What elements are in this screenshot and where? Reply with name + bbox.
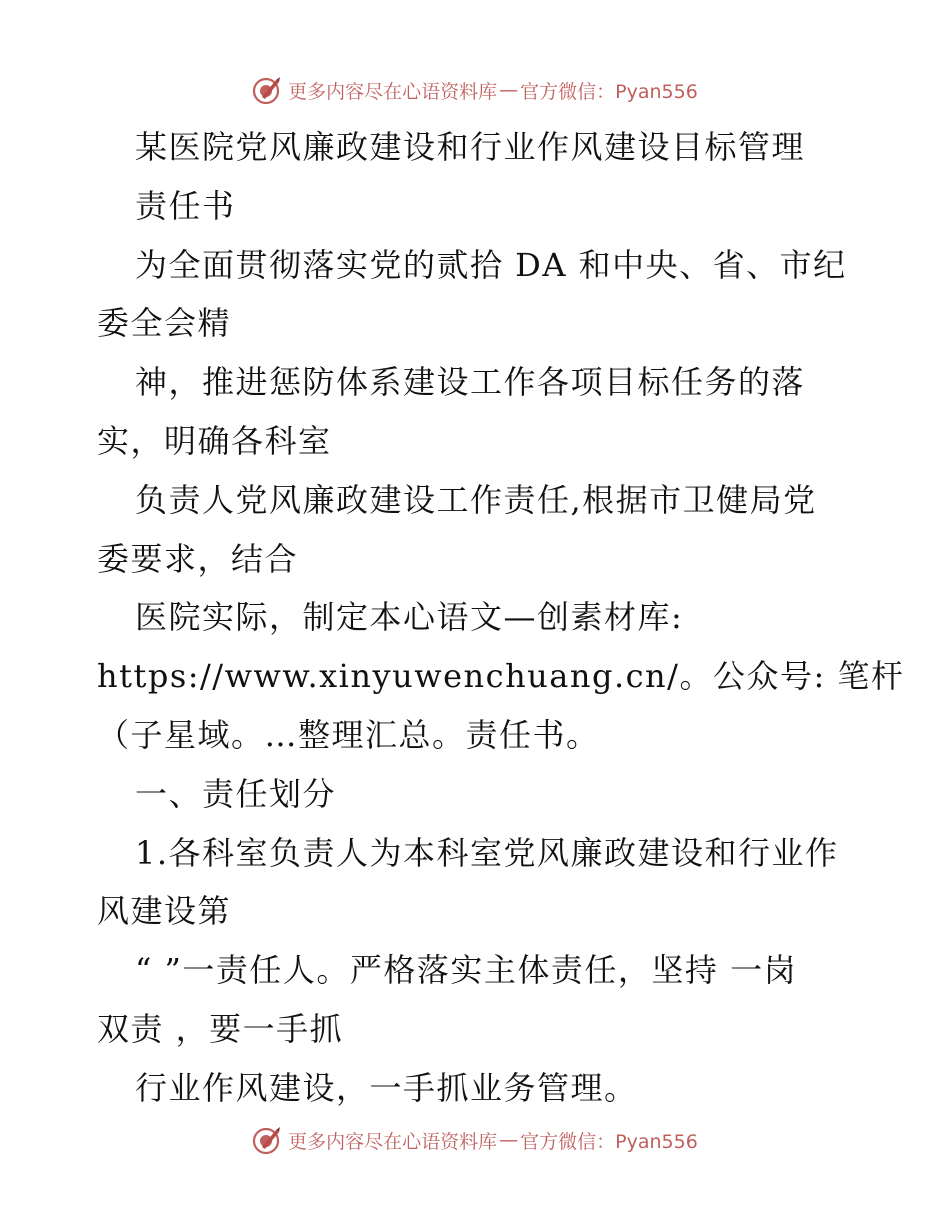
document-line: 委全会精 [97, 304, 232, 343]
document-line: 风建设第 [97, 892, 232, 931]
document-line: 责任书 [135, 186, 236, 225]
document-line: 行业作风建设，一手抓业务管理。 [135, 1068, 638, 1107]
document-line: 某医院党风廉政建设和行业作风建设目标管理 [135, 128, 806, 166]
watermark-separator: — [499, 1129, 519, 1151]
header-watermark [0, 70, 950, 110]
watermark-text: 更多内容尽在心语资料库 [288, 80, 498, 103]
quill-pen-logo-icon [252, 1125, 282, 1155]
document-line: 双责 ，要一手抓 [97, 1009, 344, 1048]
document-line: 1.各科室负责人为本科室党风廉政建设和行业作 [135, 833, 839, 872]
watermark-separator: — [499, 79, 519, 101]
watermark-account: 官方微信：Pyan556 [520, 1130, 698, 1153]
quill-pen-logo-icon [252, 75, 282, 105]
document-line: 神，推进惩防体系建设工作各项目标任务的落 [135, 363, 806, 402]
document-line: 一、责任划分 [135, 774, 337, 813]
document-line: https://www.xinyuwenchuang.cn/。公众号: 笔杆 [97, 657, 905, 696]
document-line: （子星域。…整理汇总。责任书。 [97, 715, 600, 754]
document-body [97, 118, 905, 1118]
document-line: 医院实际，制定本心语文—创素材库: [135, 598, 684, 637]
watermark-account: 官方微信：Pyan556 [520, 80, 698, 103]
document-line: “ ”一责任人。严格落实主体责任，坚持 一岗 [135, 951, 798, 990]
watermark-text: 更多内容尽在心语资料库 [288, 1130, 498, 1153]
footer-watermark [0, 1120, 950, 1160]
document-line: 委要求，结合 [97, 539, 299, 578]
document-line: 为全面贯彻落实党的贰拾 DA 和中央、省、市纪 [135, 245, 847, 284]
document-line: 负责人党风廉政建设工作责任,根据市卫健局党 [135, 480, 817, 519]
document-line: 实，明确各科室 [97, 421, 332, 460]
